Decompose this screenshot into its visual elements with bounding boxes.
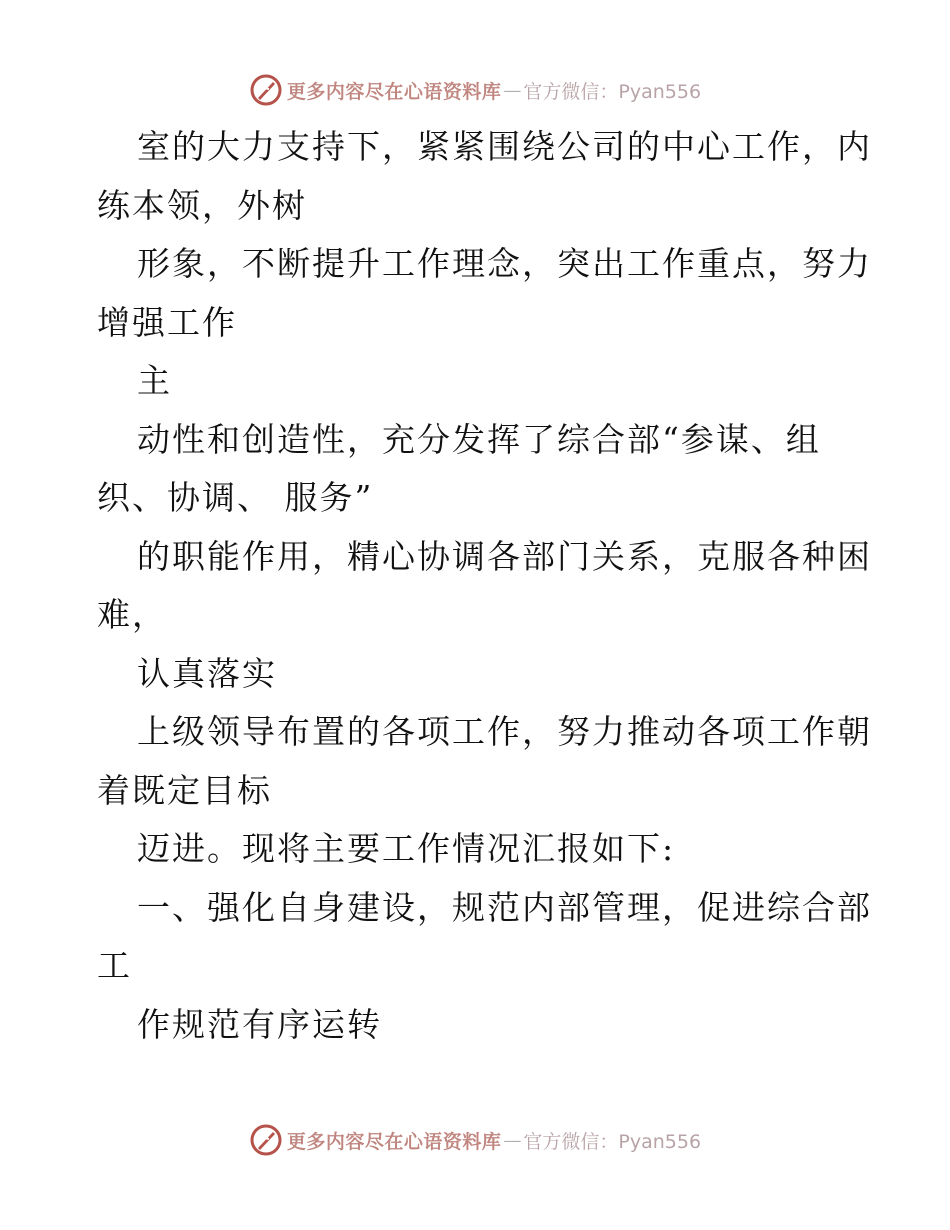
text-line: 形象，不断提升工作理念，突出工作重点，努力 [137, 244, 872, 283]
watermark-main-text: 更多内容尽在心语资料库 [286, 1130, 502, 1153]
text-line: 室的大力支持下，紧紧围绕公司的中心工作，内 [137, 127, 872, 166]
text-line: 主 [137, 361, 172, 400]
text-line: 的职能作用，精心协调各部门关系，克服各种困 [137, 536, 872, 576]
header-watermark [0, 70, 950, 110]
text-line: 织、协调、 服务” [97, 478, 374, 517]
text-line: 迈进。现将主要工作情况汇报如下: [137, 829, 676, 868]
text-line: 作规范有序运转 [137, 1004, 382, 1044]
footer-watermark [0, 1120, 950, 1160]
watermark-sub-text: 官方微信：Pyan556 [523, 80, 702, 103]
text-line: 练本领，外树 [97, 185, 307, 225]
text-line: 一、强化自身建设，规范内部管理，促进综合部 [137, 887, 872, 927]
watermark-separator: — [503, 79, 522, 101]
watermark-sub-text: 官方微信：Pyan556 [523, 1130, 702, 1153]
text-line: 增强工作 [97, 302, 237, 342]
quill-seal-icon [249, 1123, 283, 1157]
text-line: 认真落实 [137, 653, 277, 693]
text-line: 着既定目标 [97, 770, 272, 810]
quill-seal-icon [249, 73, 283, 107]
text-line: 工 [97, 946, 132, 985]
watermark-separator: — [503, 1129, 522, 1151]
document-body [97, 118, 872, 1054]
text-line: 上级领导布置的各项工作，努力推动各项工作朝 [137, 712, 872, 751]
text-line: 难， [97, 595, 167, 634]
watermark-main-text: 更多内容尽在心语资料库 [286, 80, 502, 103]
text-line: 动性和创造性，充分发挥了综合部“参谋、组 [137, 419, 821, 459]
